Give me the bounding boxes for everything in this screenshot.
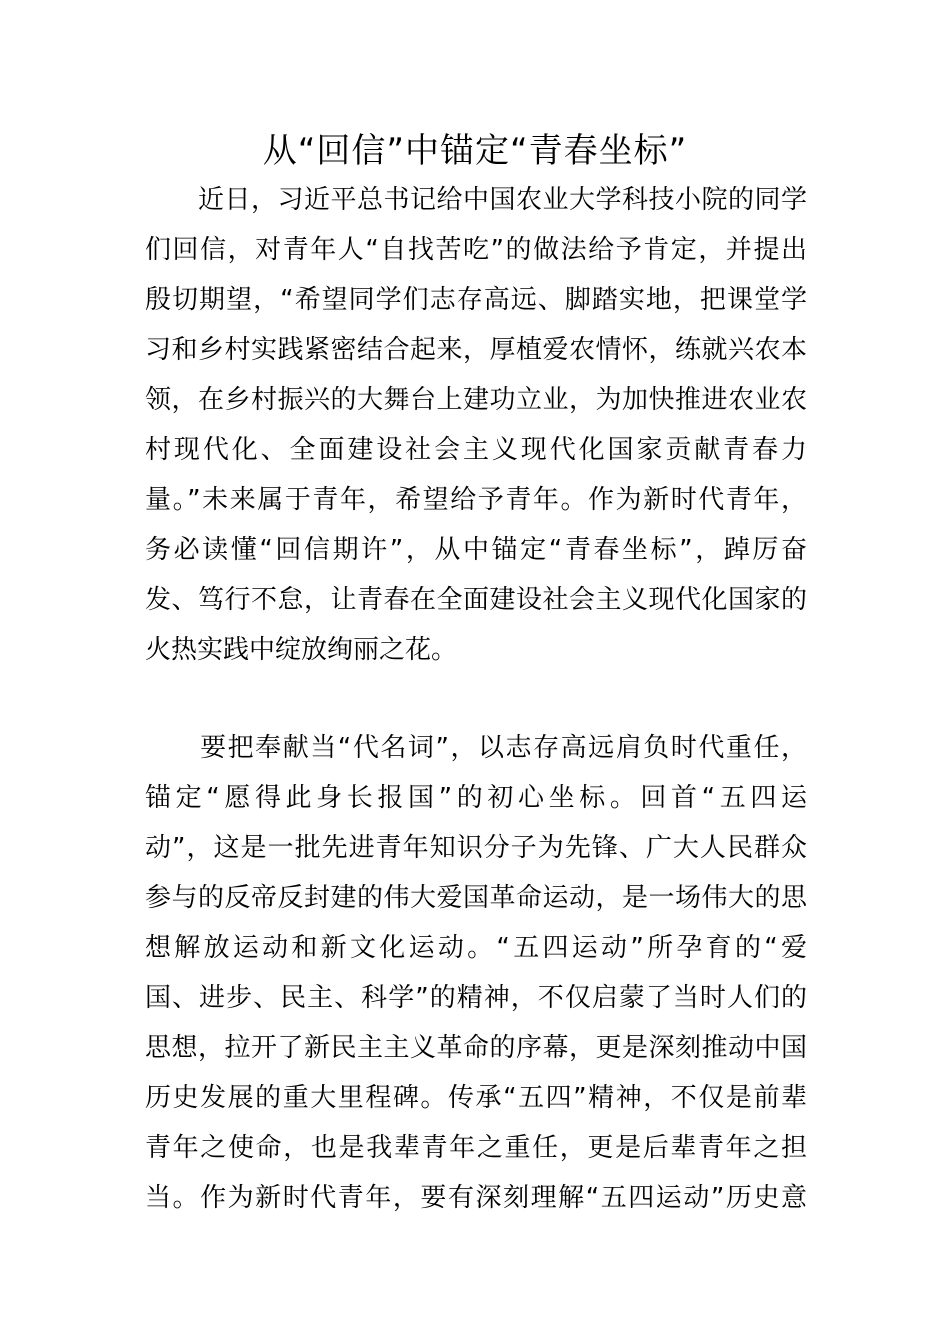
text-line: 动”，这是一批先进青年知识分子为先锋、广大人民群众 (145, 833, 807, 863)
text-line: 务必读懂“回信期许”，从中锚定“青春坐标”，踔厉奋 (145, 535, 807, 565)
text-line: 青年之使命，也是我辈青年之重任，更是后辈青年之担 (145, 1133, 807, 1163)
text-line: 当。作为新时代青年，要有深刻理解“五四运动”历史意 (145, 1183, 807, 1213)
text-line: 锚定“愿得此身长报国”的初心坐标。回首“五四运 (145, 783, 807, 813)
text-line: 国、进步、民主、科学”的精神，不仅启蒙了当时人们的 (145, 983, 807, 1013)
text-line: 想解放运动和新文化运动。“五四运动”所孕育的“爱 (145, 933, 807, 963)
text-line: 领，在乡村振兴的大舞台上建功立业，为加快推进农业农 (145, 385, 807, 415)
text-line: 近日，习近平总书记给中国农业大学科技小院的同学 (145, 185, 807, 215)
text-line: 思想，拉开了新民主主义革命的序幕，更是深刻推动中国 (145, 1033, 807, 1063)
text-line: 火热实践中绽放绚丽之花。 (145, 635, 458, 665)
text-line: 习和乡村实践紧密结合起来，厚植爱农情怀，练就兴农本 (145, 335, 807, 365)
text-line: 要把奉献当“代名词”，以志存高远肩负时代重任， (145, 733, 807, 763)
text-line: 发、笃行不怠，让青春在全面建设社会主义现代化国家的 (145, 585, 807, 615)
text-line: 历史发展的重大里程碑。传承“五四”精神，不仅是前辈 (145, 1083, 807, 1113)
text-line: 参与的反帝反封建的伟大爱国革命运动，是一场伟大的思 (145, 883, 807, 913)
text-line: 殷切期望，“希望同学们志存高远、脚踏实地，把课堂学 (145, 285, 807, 315)
text-line: 村现代化、全面建设社会主义现代化国家贡献青春力 (145, 435, 807, 465)
text-line: 量。”未来属于青年，希望给予青年。作为新时代青年， (145, 485, 807, 515)
text-line: 们回信，对青年人“自找苦吃”的做法给予肯定，并提出 (145, 235, 807, 265)
page-title: 从“回信”中锚定“青春坐标” (262, 131, 688, 171)
